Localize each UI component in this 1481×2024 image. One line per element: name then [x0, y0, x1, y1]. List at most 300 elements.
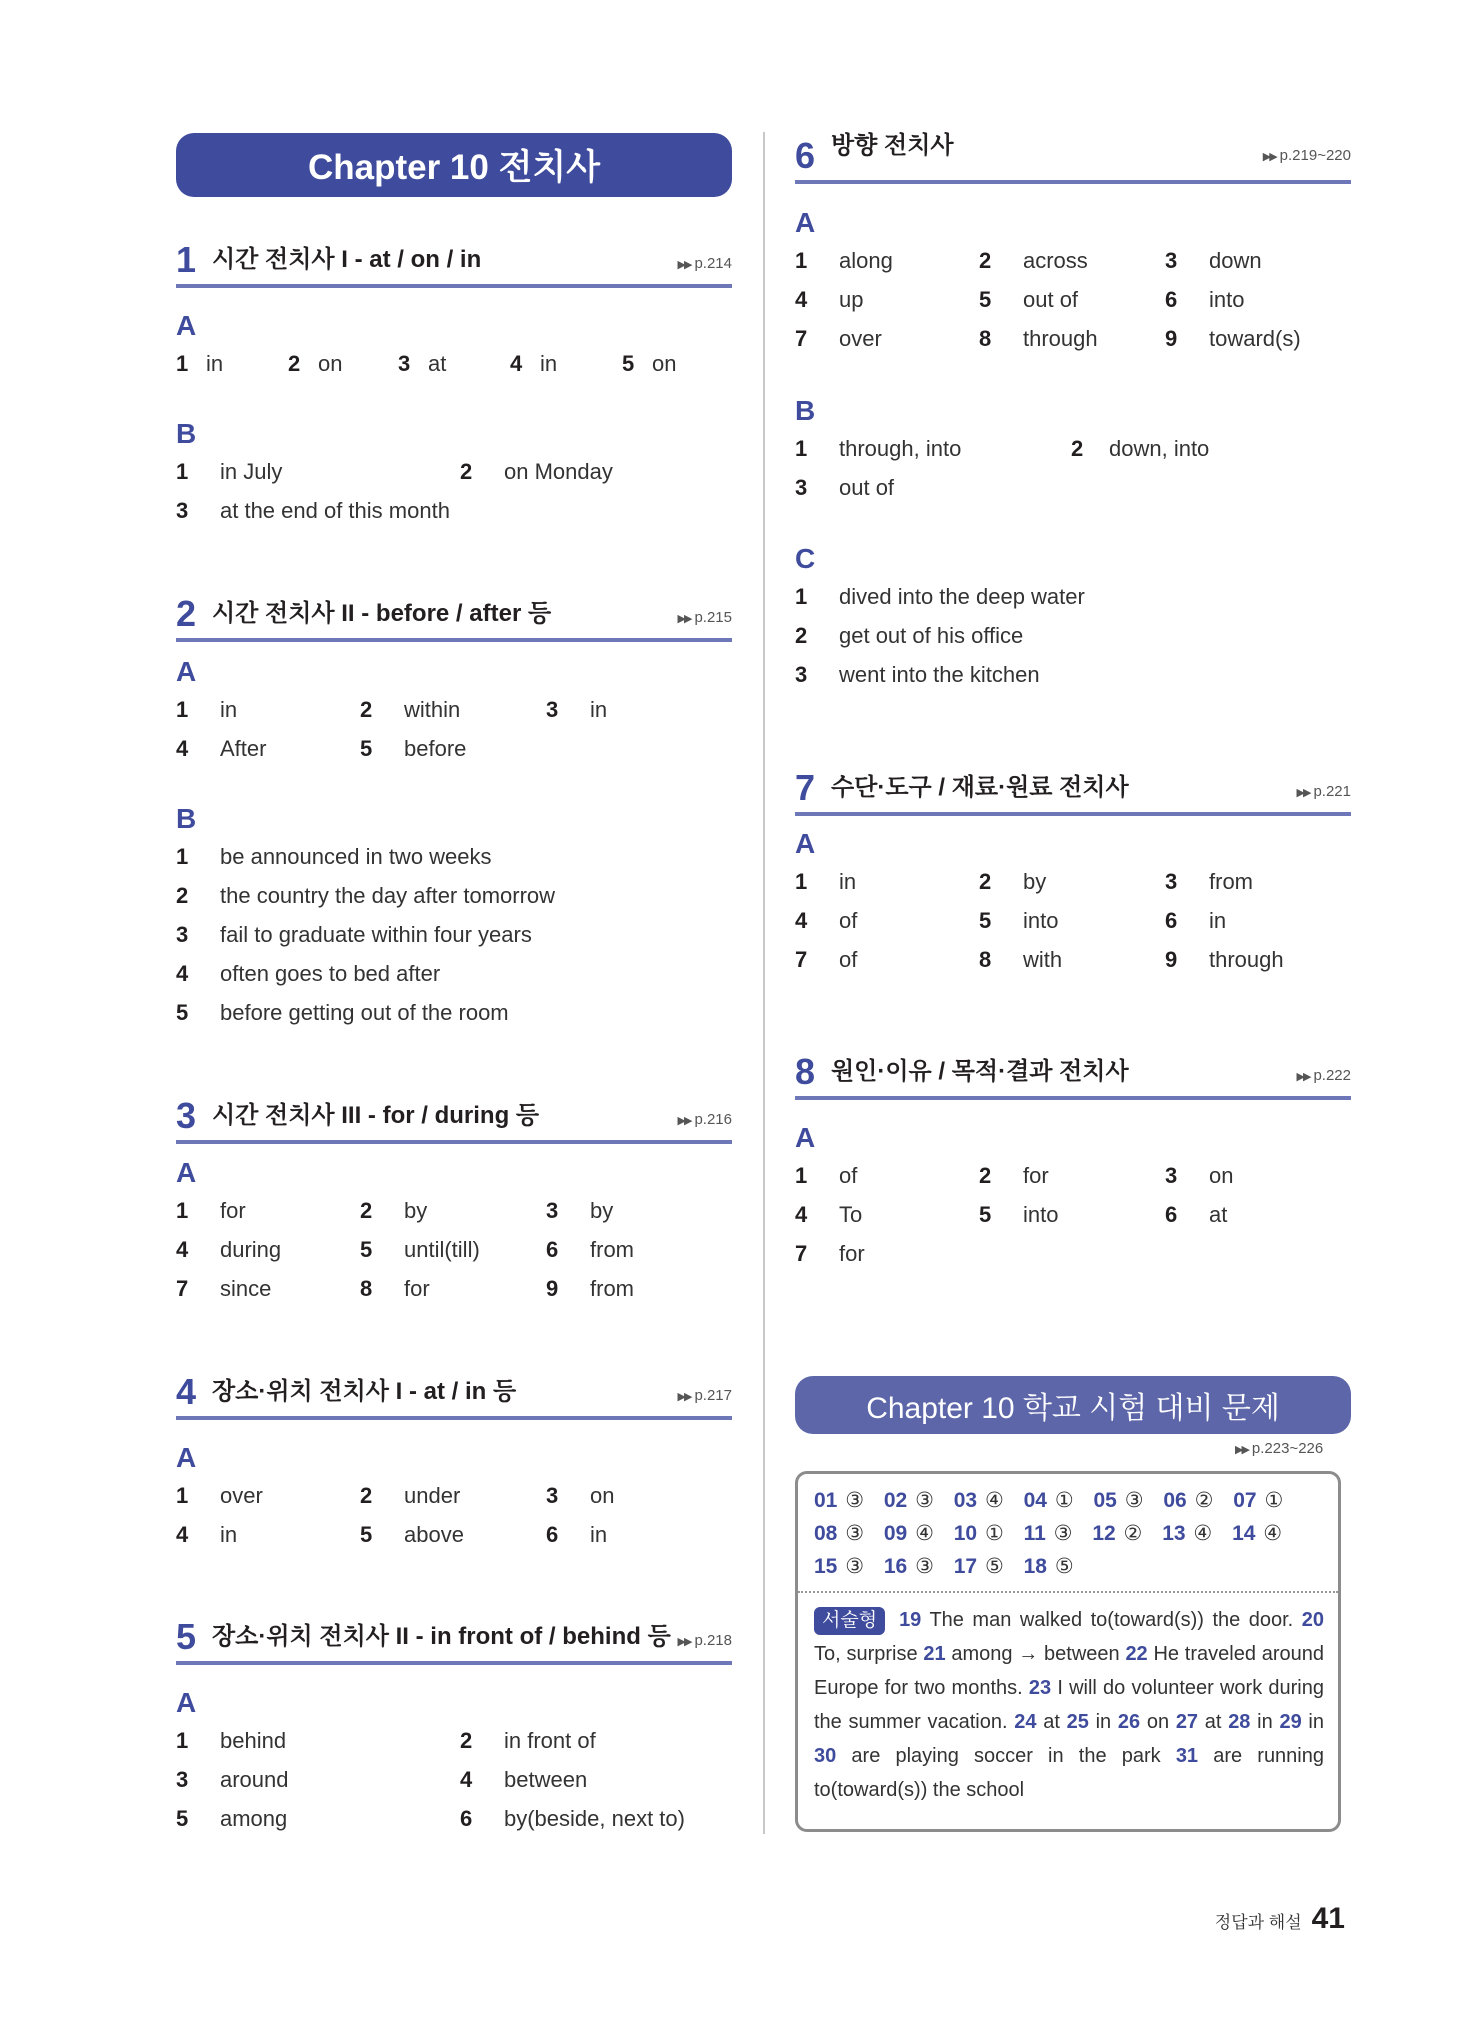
answer-number: 8: [979, 326, 992, 351]
answer-number: 8: [360, 1276, 373, 1301]
answer-text: for: [220, 1198, 246, 1223]
answer-number: 9: [1165, 947, 1178, 972]
section-number: 6: [795, 135, 816, 176]
answer-number: 1: [176, 697, 189, 722]
answer-row: [176, 1269, 732, 1308]
s7-group-a: [795, 826, 1351, 979]
answer-text: for: [839, 1241, 865, 1266]
question-number: 24: [1014, 1711, 1037, 1733]
section-header: [176, 1368, 732, 1420]
answer-text: from: [590, 1276, 634, 1301]
answer-text: dived into the deep water: [839, 584, 1085, 609]
answer-text: at the end of this month: [220, 498, 450, 523]
question-number: 12: [1092, 1522, 1116, 1545]
essay-answer: I will do volunteer work during the summer vacation.: [814, 1677, 1324, 1733]
answer-number: 6: [1165, 287, 1178, 312]
answer-item: [176, 1269, 272, 1308]
answer-item: [795, 901, 858, 940]
answer-number: 3: [176, 498, 189, 523]
answer-item: [510, 344, 558, 383]
s5-group-a: [176, 1685, 732, 1838]
answer-row: [795, 1234, 1351, 1273]
answer-number: 1: [176, 844, 189, 869]
answer-item: [176, 452, 283, 491]
answer-item: [546, 1476, 615, 1515]
section-7: [795, 764, 1351, 816]
answer-text: into: [1023, 908, 1059, 933]
answer-text: on: [652, 351, 677, 376]
answer-number: 3: [176, 922, 189, 947]
answer-item: [1165, 1156, 1234, 1195]
question-number: 07: [1233, 1489, 1257, 1512]
answer-item: [795, 1234, 865, 1273]
answer-item: [546, 1230, 634, 1269]
answer-row: [176, 915, 732, 954]
s6-group-a: [795, 205, 1351, 358]
answer-row: [176, 954, 732, 993]
question-number: 28: [1228, 1711, 1251, 1733]
page-reference: ▶▶ p.217: [677, 1387, 732, 1404]
answer-row: [795, 319, 1351, 358]
answer-number: 5: [979, 1202, 992, 1227]
answer-row: [795, 1156, 1351, 1195]
answer-item: [622, 344, 677, 383]
section-6: [795, 122, 1351, 184]
arrow-icon: ▶▶: [677, 1391, 691, 1403]
answer-text: until(till): [404, 1237, 480, 1262]
answer-item: [460, 1799, 685, 1838]
answer-text: in: [1209, 908, 1227, 933]
question-number: 16: [883, 1555, 908, 1578]
answer-row: [795, 1195, 1351, 1234]
answer-text: up: [839, 287, 864, 312]
answer-number: 1: [795, 1163, 808, 1188]
answer-text: After: [220, 736, 267, 761]
answer-text: in: [590, 1522, 608, 1547]
answer-text: from: [1209, 869, 1253, 894]
answer-number: 4: [176, 1237, 189, 1262]
s6-group-b: [795, 393, 1351, 507]
answer-item: [360, 690, 461, 729]
answer-text: within: [404, 697, 461, 722]
answer-number: 7: [176, 1276, 189, 1301]
answer-text: across: [1023, 248, 1088, 273]
answer-row: [176, 837, 732, 876]
answer-item: [176, 1760, 289, 1799]
section-8: [795, 1048, 1351, 1100]
answer-choice: ⑤: [984, 1555, 1004, 1578]
answer-number: 9: [1165, 326, 1178, 351]
answer-row: [176, 993, 732, 1032]
essay-answer: The man walked to(toward(s)) the door.: [929, 1609, 1294, 1631]
answer-number: 3: [176, 1767, 189, 1792]
section-number: 1: [176, 239, 197, 280]
answer-number: 3: [795, 662, 808, 687]
test-banner: Chapter 10 학교 시험 대비 문제: [795, 1376, 1351, 1434]
answer-number: 2: [360, 697, 373, 722]
answer-text: be announced in two weeks: [220, 844, 492, 869]
answer-number: 2: [360, 1198, 373, 1223]
answer-number: 3: [546, 697, 559, 722]
page-reference: ▶▶ p.222: [1296, 1067, 1351, 1084]
answer-text: since: [220, 1276, 272, 1301]
answer-choice: ③: [1124, 1489, 1144, 1512]
answer-item: [546, 690, 608, 729]
answer-number: 2: [979, 248, 992, 273]
answer-number: 6: [1165, 908, 1178, 933]
answer-text: behind: [220, 1728, 287, 1753]
answer-text: toward(s): [1209, 326, 1301, 351]
group-letter: A: [176, 1687, 197, 1718]
answer-number: 5: [360, 736, 373, 761]
essay-answer: He traveled around Europe for two months.: [814, 1643, 1324, 1699]
section-header: [795, 764, 1351, 816]
answer-number: 3: [1165, 248, 1178, 273]
answer-number: 3: [795, 475, 808, 500]
section-header: [176, 590, 732, 642]
answer-number: 4: [795, 287, 808, 312]
answer-item: [795, 862, 857, 901]
footer-label: 정답과 해설: [1214, 1913, 1302, 1932]
answer-number: 2: [176, 883, 189, 908]
section-header: [795, 122, 1351, 184]
answer-item: [176, 1515, 238, 1554]
essay-answer: among → between: [951, 1643, 1120, 1665]
question-number: 10: [953, 1522, 978, 1545]
answer-item: [398, 344, 447, 383]
essay-answer: at: [1204, 1711, 1222, 1733]
question-number: 01: [814, 1489, 838, 1512]
answer-text: by(beside, next to): [504, 1806, 685, 1831]
essay-answer: on: [1146, 1711, 1170, 1733]
page-number: 41: [1311, 1902, 1345, 1935]
answer-text: in: [590, 697, 608, 722]
answer-item: [979, 1156, 1049, 1195]
answer-text: of: [839, 1163, 858, 1188]
group-letter: A: [176, 310, 197, 341]
question-number: 09: [883, 1522, 908, 1545]
section-number: 3: [176, 1095, 197, 1136]
answer-item: [546, 1269, 634, 1308]
answer-row: [176, 729, 732, 768]
question-number: 03: [953, 1489, 978, 1512]
answer-row: [176, 690, 732, 729]
answer-choice: ③: [915, 1489, 934, 1512]
section-title: 시간 전치사 II - before / after 등: [212, 600, 552, 627]
s3-group-a: [176, 1155, 732, 1308]
answer-text: at: [1209, 1202, 1228, 1227]
answer-number: 4: [510, 351, 523, 376]
answer-choice: ②: [1123, 1522, 1143, 1545]
answer-number: 2: [288, 351, 301, 376]
answer-text: out of: [1023, 287, 1079, 312]
answer-item: [1165, 1195, 1228, 1234]
section-1: [176, 236, 732, 288]
answer-choice: ③: [845, 1489, 865, 1512]
answer-text: on: [590, 1483, 615, 1508]
section-title: 원인·이유 / 목적·결과 전치사: [831, 1058, 1129, 1085]
arrow-icon: ▶▶: [677, 613, 691, 625]
section-title: 장소·위치 전치사 II - in front of / behind 등: [212, 1623, 671, 1650]
section-number: 8: [795, 1051, 816, 1092]
answer-number: 1: [176, 1483, 189, 1508]
answer-number: 7: [795, 1241, 808, 1266]
answer-item: [795, 940, 858, 979]
group-letter: B: [795, 395, 816, 426]
answer-item: [795, 1195, 863, 1234]
answer-number: 5: [176, 1000, 189, 1025]
question-number: 19: [899, 1609, 922, 1631]
answer-number: 1: [176, 1728, 189, 1753]
section-number: 2: [176, 593, 197, 634]
answer-text: from: [590, 1237, 634, 1262]
answer-number: 2: [360, 1483, 373, 1508]
section-2: [176, 590, 732, 642]
answer-row: [176, 491, 732, 530]
answer-text: down: [1209, 248, 1262, 273]
s2-group-a: [176, 654, 732, 768]
answer-text: get out of his office: [839, 623, 1024, 648]
answer-row: [795, 862, 1351, 901]
section-5: [176, 1613, 732, 1665]
answer-number: 2: [979, 1163, 992, 1188]
answer-number: 4: [460, 1767, 473, 1792]
answer-number: 2: [1071, 436, 1084, 461]
answer-text: among: [220, 1806, 288, 1831]
answer-item: [979, 280, 1079, 319]
answer-choice: ④: [915, 1522, 934, 1545]
answer-text: To: [839, 1202, 863, 1227]
answer-text: on: [318, 351, 343, 376]
answer-number: 1: [795, 584, 808, 609]
group-letter: C: [795, 543, 816, 574]
answer-row: [795, 241, 1351, 280]
section-title: 시간 전치사 I - at / on / in: [212, 246, 482, 273]
answer-item: [460, 1760, 588, 1799]
answer-row: [795, 577, 1351, 616]
answer-row: [795, 616, 1351, 655]
arrow-icon: ▶▶: [677, 1636, 691, 1648]
essay-answer: in: [1308, 1711, 1324, 1733]
answer-item: [979, 901, 1059, 940]
answer-item: [795, 577, 1085, 616]
page-footer: [1215, 1902, 1345, 1936]
answer-item: [1165, 241, 1262, 280]
group-letter: A: [176, 1157, 197, 1188]
arrow-icon: ▶▶: [1235, 1444, 1248, 1456]
answer-number: 1: [176, 459, 189, 484]
answer-text: over: [220, 1483, 263, 1508]
answer-text: in: [220, 1522, 238, 1547]
question-number: 31: [1175, 1745, 1199, 1767]
answer-item: [288, 344, 343, 383]
answer-text: during: [220, 1237, 282, 1262]
answer-text: in: [220, 697, 238, 722]
essay-answer: are running to(toward(s)) the school: [814, 1745, 1324, 1801]
page-reference: ▶▶ p.221: [1296, 783, 1351, 800]
answer-item: [360, 1191, 428, 1230]
answer-item: [1165, 280, 1245, 319]
question-number: 05: [1093, 1489, 1117, 1512]
s8-group-a: [795, 1120, 1351, 1273]
chapter-title: Chapter 10 전치사: [176, 133, 732, 197]
answer-item: [1165, 901, 1227, 940]
answer-text: into: [1023, 1202, 1059, 1227]
answer-item: [176, 993, 509, 1032]
s1-group-a: [176, 308, 732, 383]
answer-item: [360, 1515, 464, 1554]
section-title: 수단·도구 / 재료·원료 전치사: [831, 774, 1129, 801]
answer-text: before: [404, 736, 467, 761]
answer-row: [176, 1476, 732, 1515]
answer-item: [176, 1799, 288, 1838]
arrow-icon: ▶▶: [1262, 151, 1276, 163]
answer-number: 6: [546, 1522, 559, 1547]
answer-text: before getting out of the room: [220, 1000, 509, 1025]
answer-choice: ③: [1053, 1522, 1073, 1545]
answer-number: 4: [176, 736, 189, 761]
group-letter: A: [795, 1122, 816, 1153]
s4-group-a: [176, 1440, 732, 1554]
answer-item: [795, 280, 864, 319]
answer-item: [795, 468, 895, 507]
answer-choice: ①: [1264, 1489, 1284, 1512]
answer-number: 6: [1165, 1202, 1178, 1227]
answer-item: [176, 915, 532, 954]
answer-text: by: [404, 1198, 428, 1223]
question-number: 22: [1125, 1643, 1148, 1665]
answer-text: with: [1023, 947, 1063, 972]
answer-text: over: [839, 326, 882, 351]
test-page-reference: ▶▶ p.223~226: [1235, 1440, 1324, 1457]
question-number: 06: [1163, 1489, 1187, 1512]
question-number: 13: [1162, 1522, 1186, 1545]
answer-choice: ②: [1194, 1489, 1214, 1512]
essay-answer: are playing soccer in the park: [851, 1745, 1161, 1767]
answer-item: [795, 241, 893, 280]
answer-text: through: [1209, 947, 1284, 972]
answer-number: 3: [546, 1483, 559, 1508]
page-reference: ▶▶ p.218: [677, 1632, 732, 1649]
answer-number: 1: [176, 351, 189, 376]
answer-number: 3: [1165, 869, 1178, 894]
page-reference: ▶▶ p.219~220: [1262, 147, 1351, 164]
answer-item: [176, 1230, 282, 1269]
answer-item: [176, 954, 441, 993]
answer-item: [176, 1191, 246, 1230]
answer-text: by: [590, 1198, 614, 1223]
essay-answer: in: [1095, 1711, 1112, 1733]
answer-text: through, into: [839, 436, 962, 461]
answer-text: out of: [839, 475, 895, 500]
answer-number: 8: [979, 947, 992, 972]
section-title: 시간 전치사 III - for / during 등: [212, 1102, 540, 1129]
answer-choice: ④: [1193, 1522, 1213, 1545]
answer-text: through: [1023, 326, 1098, 351]
test-answer-box: [795, 1471, 1341, 1832]
answer-choice: ①: [984, 1522, 1004, 1545]
essay-answer: in: [1257, 1711, 1273, 1733]
group-letter: A: [795, 828, 816, 859]
answer-item: [176, 491, 450, 530]
page-reference: ▶▶ p.215: [677, 609, 732, 626]
question-number: 18: [1023, 1555, 1047, 1578]
answer-text: the country the day after tomorrow: [220, 883, 556, 908]
answer-item: [795, 429, 962, 468]
answer-number: 3: [1165, 1163, 1178, 1188]
question-number: 30: [814, 1745, 837, 1767]
arrow-icon: ▶▶: [1296, 1071, 1310, 1083]
answer-item: [176, 1476, 263, 1515]
answer-number: 1: [795, 248, 808, 273]
answer-number: 7: [795, 326, 808, 351]
answer-item: [176, 1721, 287, 1760]
answer-choice: ③: [845, 1522, 865, 1545]
answer-row: [795, 940, 1351, 979]
arrow-icon: ▶▶: [1296, 787, 1310, 799]
question-number: 25: [1066, 1711, 1089, 1733]
answer-item: [546, 1191, 614, 1230]
answer-item: [360, 1230, 480, 1269]
answer-number: 4: [176, 961, 189, 986]
section-header: [176, 1092, 732, 1144]
answer-text: for: [1023, 1163, 1049, 1188]
answer-item: [360, 729, 467, 768]
answer-text: fail to graduate within four years: [220, 922, 532, 947]
answer-text: went into the kitchen: [839, 662, 1040, 687]
answer-number: 9: [546, 1276, 559, 1301]
answer-item: [979, 862, 1047, 901]
answer-choice: ①: [1054, 1489, 1074, 1512]
section-title: 방향 전치사: [831, 132, 954, 159]
question-number: 15: [814, 1555, 838, 1578]
answer-item: [795, 319, 882, 358]
answer-item: [795, 1156, 858, 1195]
s1-group-b: [176, 416, 732, 530]
section-number: 7: [795, 767, 816, 808]
answer-row: [176, 344, 732, 383]
answer-choice: ④: [984, 1489, 1004, 1512]
answer-row: [176, 1191, 732, 1230]
section-number: 4: [176, 1371, 197, 1412]
answer-item: [1165, 940, 1284, 979]
answer-number: 2: [460, 459, 473, 484]
answer-number: 2: [979, 869, 992, 894]
answer-item: [979, 1195, 1059, 1234]
essay-tag: 서술형: [814, 1607, 885, 1635]
answer-number: 5: [979, 287, 992, 312]
answer-row: [795, 468, 1351, 507]
answer-text: into: [1209, 287, 1245, 312]
section-header: [176, 1613, 732, 1665]
question-number: 27: [1175, 1711, 1199, 1733]
answer-text: for: [404, 1276, 430, 1301]
question-number: 17: [953, 1555, 978, 1578]
answer-text: by: [1023, 869, 1047, 894]
question-number: 23: [1028, 1677, 1052, 1699]
section-title: 장소·위치 전치사 I - at / in 등: [212, 1378, 517, 1405]
answer-choice: ④: [1263, 1522, 1283, 1545]
answer-item: [546, 1515, 608, 1554]
answer-item: [795, 655, 1040, 694]
section-header: [176, 236, 732, 288]
answer-number: 3: [546, 1198, 559, 1223]
arrow-icon: ▶▶: [677, 1115, 691, 1127]
answer-text: under: [404, 1483, 461, 1508]
answer-text: at: [428, 351, 447, 376]
answer-row: [795, 280, 1351, 319]
answer-item: [1071, 429, 1210, 468]
